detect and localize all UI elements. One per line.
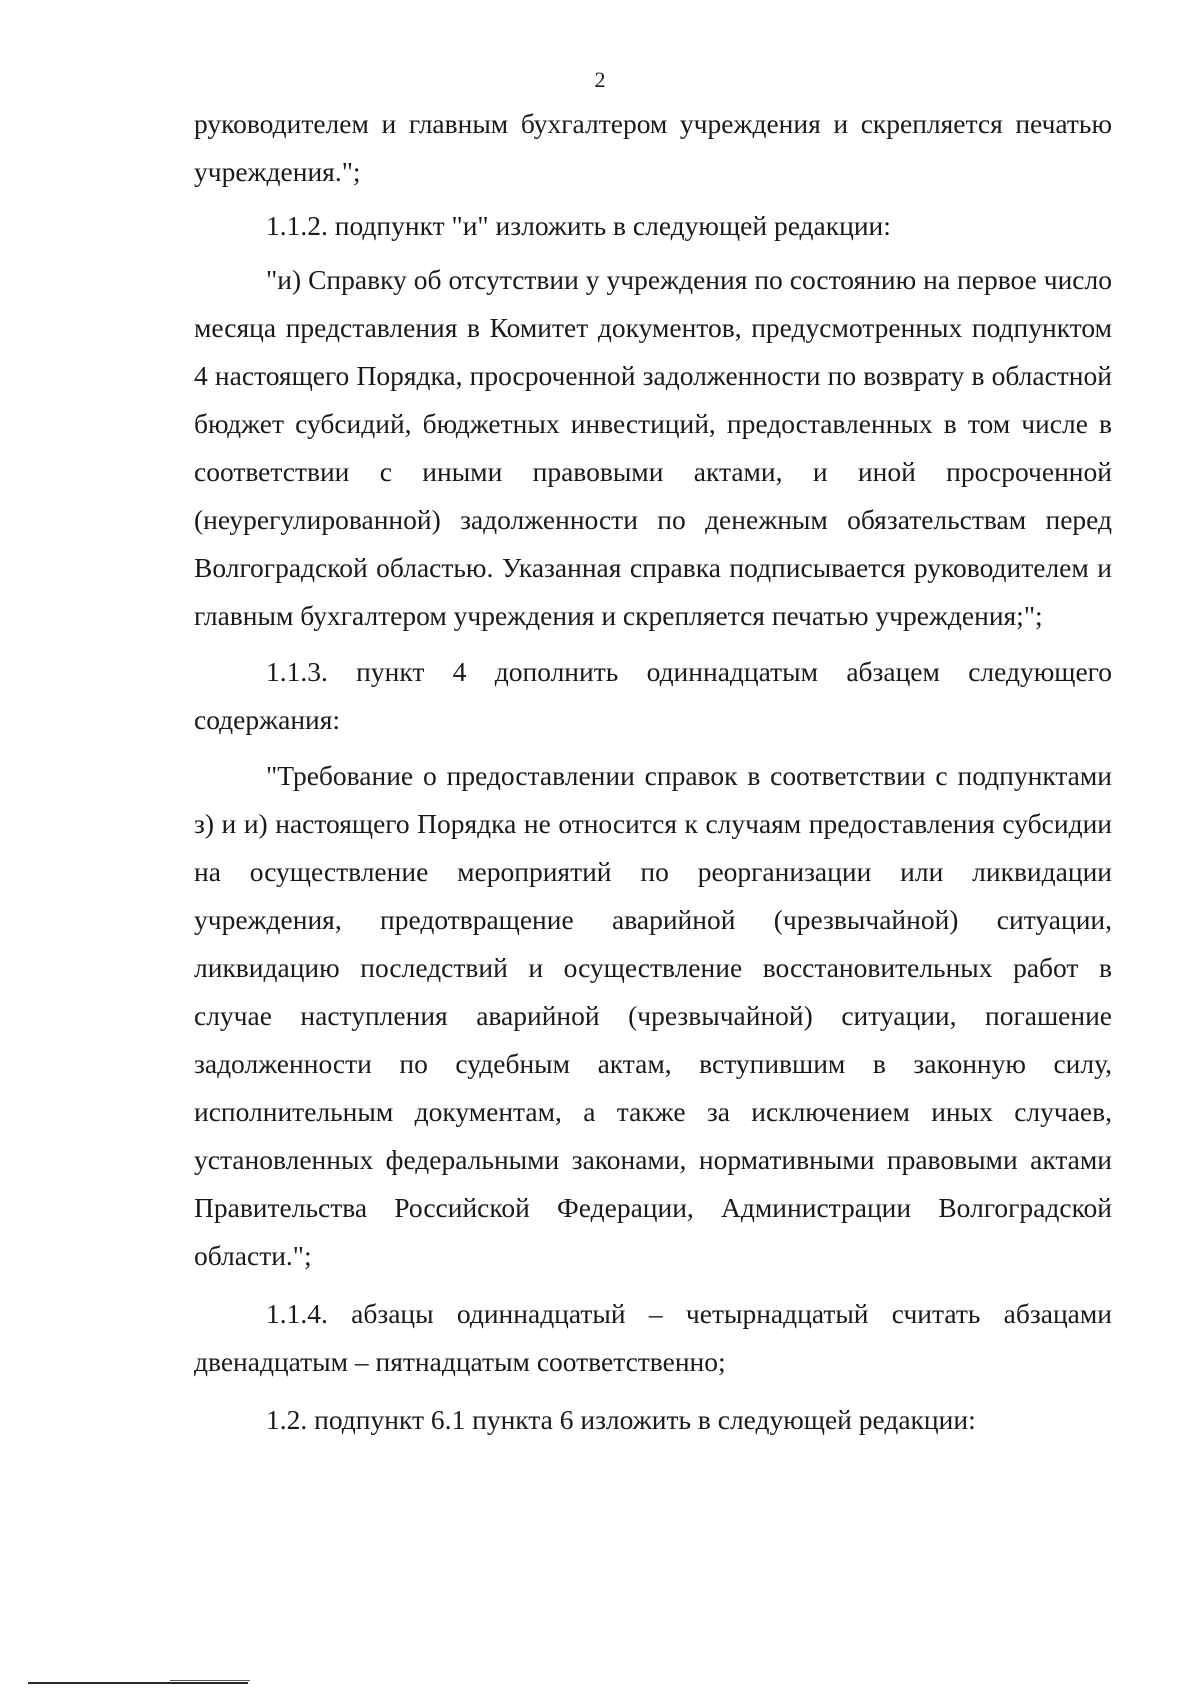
paragraph-item-1-1-3: 1.1.3. пункт 4 дополнить одиннадцатым абзацем следующего содержания: — [194, 656, 1112, 735]
paragraph-item-1-2: 1.2. подпункт 6.1 пункта 6 изложить в следующей редакции: — [266, 1404, 976, 1435]
paragraph-item-1-1-4: 1.1.4. абзацы одиннадцатый – четырнадцатый считать абзацами двенадцатым – пятнадцатым соответственно; — [194, 1298, 1112, 1377]
document-body — [194, 100, 1112, 1444]
paragraph-requirement-text: "Требование о предоставлении справок в соответствии с подпунктами з) и и) настоящего Порядка не относится к случаям предоставления субсидии на осуществление мероприятий по реорганизации или ликвидации учреждения, предотвращение аварийной (чрезвычайной) ситуации, ликвидацию последствий и осуществление восстановительных работ в случае наступления аварийной (чрезвычайной) ситуации, погашение задолженности по судебным актам, вступившим в законную силу, исполнительным документам, а также за исключением иных случаев, установленных федеральными законами, нормативными правовыми актами Правительства Российской Федерации, Администрации Волгоградской области."; — [194, 760, 1112, 1271]
paragraph-item-i-text: "и) Справку об отсутствии у учреждения по состоянию на первое число месяца представления в Комитет документов, предусмотренных подпунктом 4 настоящего Порядка, просроченной задолженности по возврату в областной бюджет субсидий, бюджетных инвестиций, предоставленных в том числе в соответствии с иными правовыми актами, и иной просроченной (неурегулированной) задолженности по денежным обязательствам перед Волгоградской областью. Указанная справка подписывается руководителем и главным бухгалтером учреждения и скрепляется печатью учреждения;"; — [194, 264, 1112, 631]
paragraph-item-1-1-2: 1.1.2. подпункт "и" изложить в следующей редакции: — [266, 210, 891, 241]
footer-rule-tail — [170, 1680, 250, 1681]
paragraph-continuation: руководителем и главным бухгалтером учреждения и скрепляется печатью учреждения."; — [194, 108, 1112, 187]
footer-rule — [28, 1682, 248, 1684]
page-number: 2 — [594, 67, 606, 92]
